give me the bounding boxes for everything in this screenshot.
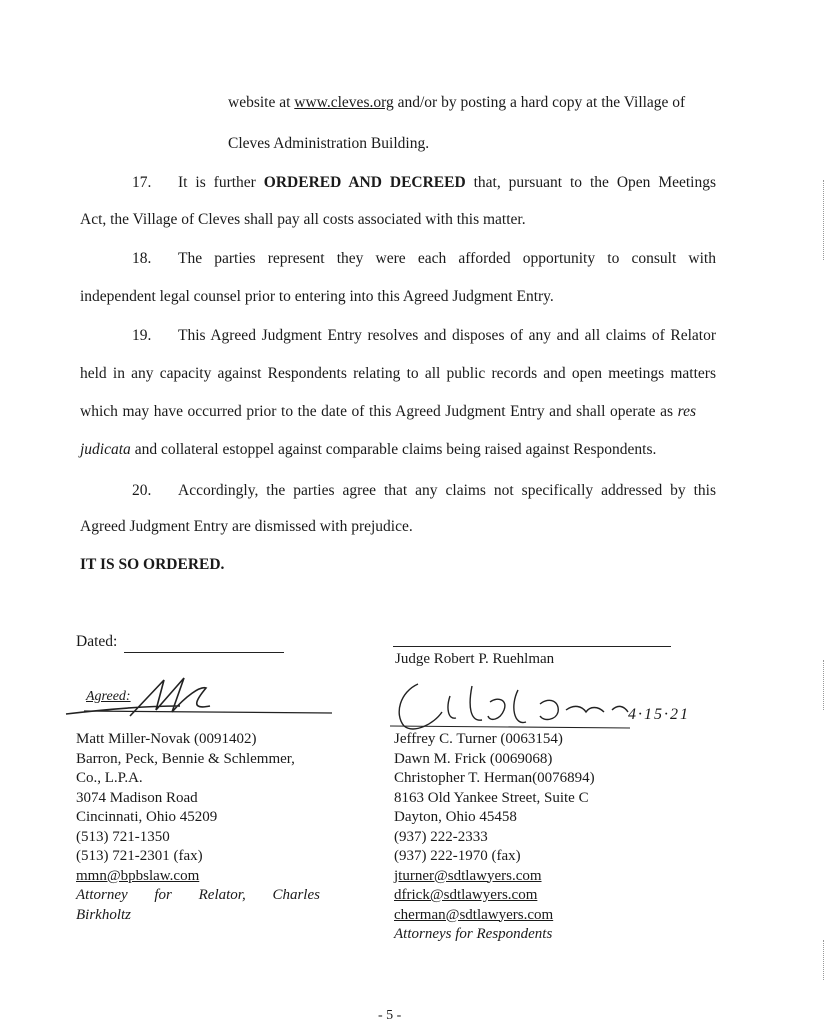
relator-phone: (513) 721-1350 [76, 828, 170, 845]
para17-line2: Act, the Village of Cleves shall pay all costs associated with this matter. [80, 211, 526, 228]
respondent-counsel-name2: Dawn M. Frick (0069068) [394, 750, 553, 767]
para20-number: 20. [132, 482, 152, 499]
ordered-and-decreed: ORDERED AND DECREED [263, 174, 466, 191]
page-number: - 5 - [378, 1008, 402, 1023]
it-is-so-ordered: IT IS SO ORDERED. [80, 556, 225, 573]
scan-margin-artifact-2 [823, 660, 825, 710]
relator-counsel-name: Matt Miller-Novak (0091402) [76, 731, 257, 747]
para16-text-a: website at [228, 94, 295, 111]
respondent-email-herman[interactable]: cherman@sdtlawyers.com [394, 906, 554, 923]
respondent-role: Attorneys for Respondents [394, 926, 553, 942]
respondent-address-line1: 8163 Old Yankee Street, Suite C [394, 789, 589, 806]
para19-text-b: and collateral estoppel against comparable claims being raised against Respondents. [130, 441, 657, 458]
scan-margin-artifact-1 [823, 180, 825, 260]
role-word-attorney: Attorney [76, 887, 128, 903]
respondent-fax: (937) 222-1970 (fax) [394, 848, 521, 864]
relator-role-line1 [76, 886, 320, 906]
dated-blank-line [124, 652, 284, 653]
para19-line1: This Agreed Judgment Entry resolves and disposes of any and all claims of Relator [178, 327, 716, 344]
signature-date: 4·15·21 [628, 706, 690, 723]
para16-line2: Cleves Administration Building. [228, 135, 430, 152]
role-word-relator: Relator, [198, 887, 246, 903]
para20-line2: Agreed Judgment Entry are dismissed with prejudice. [80, 518, 413, 535]
judge-signature-line [393, 646, 671, 647]
respondent-counsel-name3: Christopher T. Herman(0076894) [394, 770, 595, 786]
relator-fax: (513) 721-2301 (fax) [76, 848, 203, 864]
relator-address-line1: 3074 Madison Road [76, 789, 198, 806]
respondent-phone: (937) 222-2333 [394, 828, 488, 845]
para19-line3 [80, 403, 696, 421]
role-word-charles: Charles [272, 887, 320, 903]
scan-margin-artifact-3 [823, 940, 825, 980]
relator-signature [60, 676, 340, 722]
respondent-email-frick[interactable]: dfrick@sdtlawyers.com [394, 887, 538, 903]
para18-line2: independent legal counsel prior to entering into this Agreed Judgment Entry. [80, 288, 554, 305]
judicata-italic: judicata [80, 441, 131, 458]
relator-firm-line1: Barron, Peck, Bennie & Schlemmer, [76, 750, 295, 767]
relator-counsel-block [76, 730, 326, 925]
relator-role-line2: Birkholtz [76, 906, 131, 923]
para16-line1 [228, 94, 716, 112]
role-word-for: for [154, 887, 172, 903]
respondent-counsel-name1: Jeffrey C. Turner (0063154) [394, 731, 563, 747]
dated-label: Dated: [76, 633, 118, 650]
para17-number: 17. [132, 174, 152, 191]
para17-line1 [178, 174, 716, 192]
para19-line4 [80, 441, 656, 459]
relator-firm-line2: Co., L.P.A. [76, 770, 143, 786]
res-italic: res [677, 403, 696, 420]
para17-text-b: that, pursuant to the Open Meetings [465, 174, 717, 191]
relator-address-line2: Cincinnati, Ohio 45209 [76, 809, 218, 825]
respondent-counsel-block [394, 730, 654, 945]
para16-text-b: and/or by posting a hard copy at the Village of [393, 94, 686, 111]
para19-text-a: which may have occurred prior to the date of this Agreed Judgment Entry and shall operate as [80, 403, 678, 420]
para19-number: 19. [132, 327, 152, 344]
para18-number: 18. [132, 250, 152, 267]
respondent-signature [390, 676, 630, 736]
para19-line2: held in any capacity against Respondents relating to all public records and open meetings matters [80, 365, 716, 382]
respondent-email-turner[interactable]: jturner@sdtlawyers.com [394, 867, 542, 884]
para17-text-a: It is further [178, 174, 264, 191]
judge-name: Judge Robert P. Ruehlman [395, 651, 555, 667]
respondent-address-line2: Dayton, Ohio 45458 [394, 809, 517, 825]
agreed-label: Agreed: [86, 689, 131, 704]
para20-line1: Accordingly, the parties agree that any claims not specifically addressed by this [178, 482, 716, 499]
para18-line1: The parties represent they were each afforded opportunity to consult with [178, 250, 716, 267]
cleves-website-link[interactable]: www.cleves.org [294, 94, 394, 111]
relator-email-link[interactable]: mmn@bpbslaw.com [76, 867, 200, 884]
